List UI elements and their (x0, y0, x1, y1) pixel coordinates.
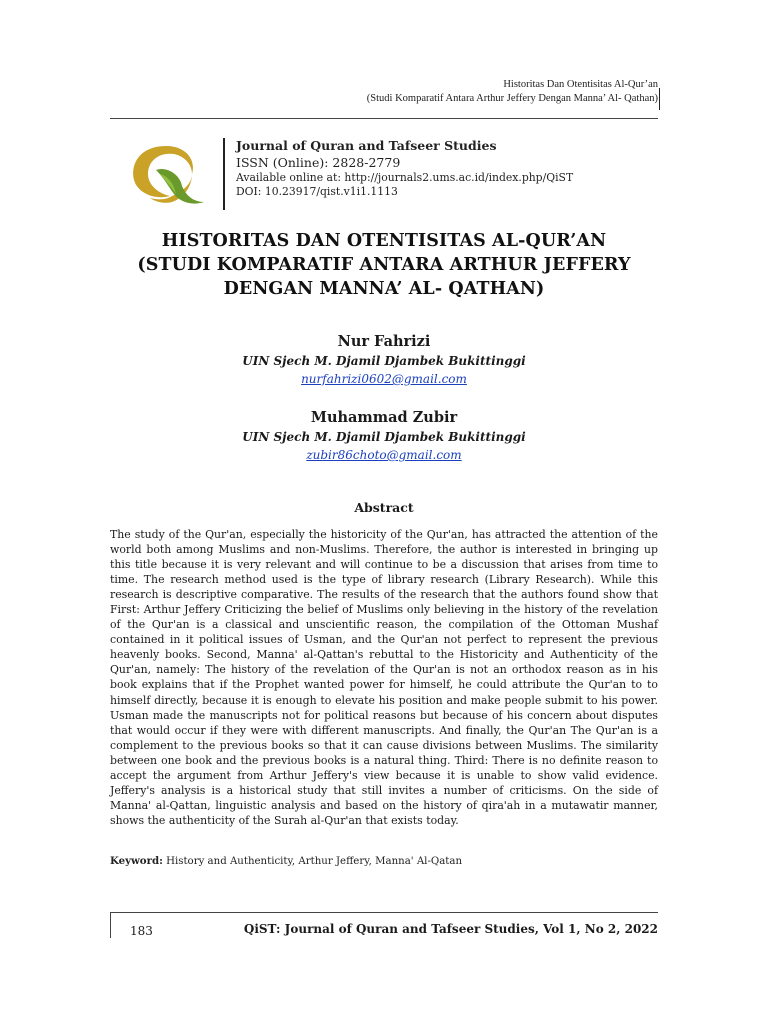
author-name: Muhammad Zubir (310, 409, 458, 426)
masthead-divider (223, 138, 225, 210)
author-block-2 (0, 408, 768, 464)
running-head-line-2: (Studi Komparatif Antara Arthur Jeffery Dengan Manna’ Al- Qathan) (366, 93, 658, 104)
author-affiliation: UIN Sjech M. Djamil Djambek Bukittinggi (242, 354, 526, 368)
running-head-line-1: Historitas Dan Otentisitas Al-Qur’an (503, 79, 658, 90)
keywords-text: History and Authenticity, Arthur Jeffery, Manna' Al-Qatan (162, 856, 463, 867)
footer-rule (110, 912, 658, 913)
footer-journal-reference: QiST: Journal of Quran and Tafseer Studies, Vol 1, No 2, 2022 (243, 922, 658, 936)
author-name: Nur Fahrizi (337, 333, 431, 350)
keywords-label: Keyword: (110, 855, 163, 867)
journal-doi: DOI: 10.23917/qist.v1i1.1113 (236, 185, 398, 198)
title-line-3: DENGAN MANNA’ AL- QATHAN) (223, 279, 545, 299)
title-line-1: HISTORITAS DAN OTENTISITAS AL-QUR’AN (161, 231, 607, 251)
journal-logo-icon (126, 140, 206, 208)
author-block-1 (0, 332, 768, 388)
journal-available-online: Available online at: http://journals2.ums.ac.id/index.php/QiST (236, 171, 574, 184)
abstract-heading: Abstract (354, 500, 414, 515)
footer-tick (110, 912, 111, 938)
header-rule (110, 118, 658, 119)
running-head-bracket (659, 88, 660, 110)
journal-title: Journal of Quran and Tafseer Studies (236, 138, 497, 153)
author-affiliation: UIN Sjech M. Djamil Djambek Bukittinggi (242, 430, 526, 444)
title-line-2: (STUDI KOMPARATIF ANTARA ARTHUR JEFFERY (137, 255, 631, 275)
page-number: 183 (130, 924, 153, 938)
author-email-link[interactable]: zubir86choto@gmail.com (306, 448, 462, 462)
author-email-link[interactable]: nurfahrizi0602@gmail.com (301, 372, 467, 386)
running-head (367, 78, 658, 106)
article-title (90, 229, 678, 301)
journal-issn: ISSN (Online): 2828-2779 (236, 155, 401, 170)
abstract-text: The study of the Qur'an, especially the historicity of the Qur'an, has attracted the attention of the world both among Muslims and non-Muslims. Therefore, the author is interested in bringing up this title because it is very relevant and will continue to be a discussion that arises from time to time. The research method used is the type of library research (Library Research). While this research is descriptive comparative. The results of the research that the authors found show that First: Arthur Jeffery Criticizing the belief of Muslims only believing in the history of the revelation of the Qur'an is a classical and unscientific reason, the compilation of the Ottoman Mushaf contained in it political issues of Usman, and the Qur'an not perfect to represent the previous heavenly books. Second, Manna' al-Qattan's rebuttal to the Historicity and Authenticity of the Qur'an, namely: The history of the revelation of the Qur'an is not an orthodox reason as in his book explains that if the Prophet wanted power for himself, he could attribute the Qur'an to to himself directly, because it is enough to elevate his position and make people submit to his power. Usman made the manuscripts not for political reasons but because of his concern about disputes that would occur if they were with different manuscripts. And finally, the Qur'an The Qur'an is a complement to the previous books so that it can cause divisions between Muslims. The similarity between one book and the previous books is a natural thing. Third: There is no definite reason to accept the argument from Arthur Jeffery's view because it is unable to show valid evidence. Jeffery's analysis is a historical study that still invites a number of criticisms. On the side of Manna' al-Qattan, linguistic analysis and based on the history of qira'ah in a mutawatir manner, shows the authenticity of the Surah al-Qur'an that exists today. (110, 528, 658, 827)
journal-masthead (236, 138, 573, 199)
keywords (110, 855, 462, 867)
